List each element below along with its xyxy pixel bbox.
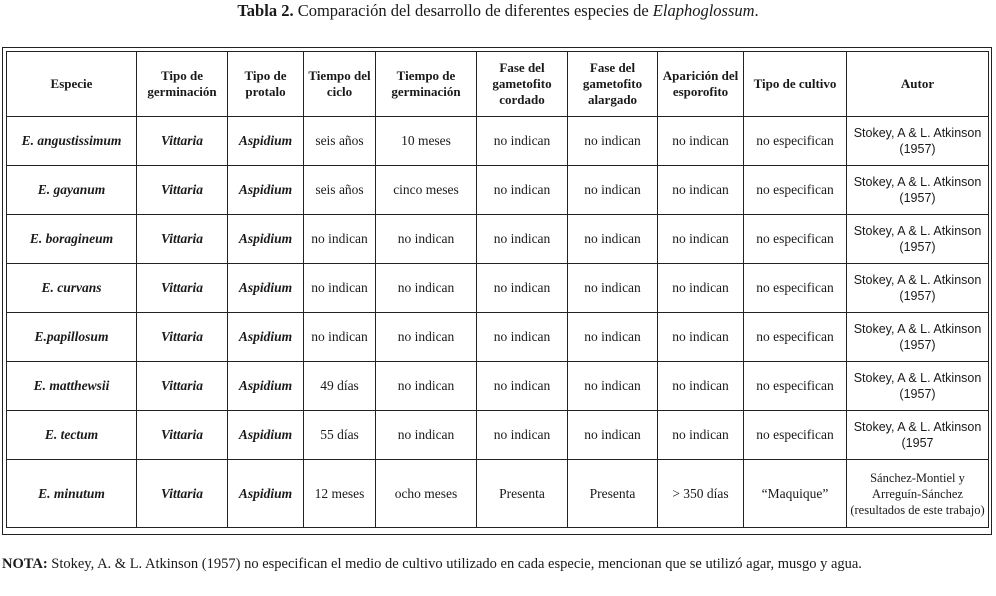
cell-alargado: no indican [568,264,658,313]
cell-tiempo-germinacion: no indican [376,264,477,313]
header-row [7,52,989,117]
header-tiempo-germinacion: Tiempo de germinación [376,52,477,117]
cell-cultivo: no especifican [744,166,847,215]
cell-alargado: no indican [568,411,658,460]
table-row [7,411,989,460]
cell-esporofito: no indican [658,313,744,362]
cell-ciclo: 55 días [304,411,376,460]
table-row [7,460,989,528]
cell-autor: Stokey, A & L. Atkinson (1957) [847,362,989,411]
cell-protalo: Aspidium [228,313,304,362]
cell-tiempo-germinacion: cinco meses [376,166,477,215]
cell-protalo: Aspidium [228,215,304,264]
cell-germinacion: Vittaria [137,215,228,264]
header-autor: Autor [847,52,989,117]
header-tipo-germinacion: Tipo de germinación [137,52,228,117]
cell-species: E.papillosum [7,313,137,362]
cell-protalo: Aspidium [228,362,304,411]
cell-esporofito: no indican [658,411,744,460]
table-row [7,362,989,411]
cell-tiempo-germinacion: no indican [376,215,477,264]
cell-germinacion: Vittaria [137,264,228,313]
cell-esporofito: no indican [658,117,744,166]
table-row [7,166,989,215]
header-tipo-protalo: Tipo de protalo [228,52,304,117]
cell-tiempo-germinacion: 10 meses [376,117,477,166]
header-gametofito-alargado: Fase del gametofito alargado [568,52,658,117]
cell-autor: Sánchez-Montiel y Arreguín-Sánchez (resultados de este trabajo) [847,460,989,528]
cell-ciclo: 12 meses [304,460,376,528]
cell-alargado: no indican [568,362,658,411]
cell-esporofito: no indican [658,264,744,313]
header-tipo-cultivo: Tipo de cultivo [744,52,847,117]
cell-ciclo: no indican [304,215,376,264]
cell-protalo: Aspidium [228,117,304,166]
cell-species: E. minutum [7,460,137,528]
cell-germinacion: Vittaria [137,313,228,362]
cell-ciclo: seis años [304,117,376,166]
header-gametofito-cordado: Fase del gametofito cordado [477,52,568,117]
cell-cordado: no indican [477,215,568,264]
cell-species: E. gayanum [7,166,137,215]
cell-tiempo-germinacion: ocho meses [376,460,477,528]
cell-autor: Stokey, A & L. Atkinson (1957 [847,411,989,460]
cell-alargado: no indican [568,313,658,362]
cell-species: E. angustissimum [7,117,137,166]
cell-germinacion: Vittaria [137,411,228,460]
table-row [7,215,989,264]
cell-cordado: no indican [477,313,568,362]
cell-ciclo: 49 días [304,362,376,411]
note-text: Stokey, A. & L. Atkinson (1957) no especifican el medio de cultivo utilizado en cada especie, mencionan que se utilizó agar, musgo y agua. [47,556,862,572]
cell-cordado: no indican [477,411,568,460]
cell-tiempo-germinacion: no indican [376,411,477,460]
header-aparicion-esporofito: Aparición del esporofito [658,52,744,117]
cell-cordado: no indican [477,264,568,313]
header-tiempo-ciclo: Tiempo del ciclo [304,52,376,117]
cell-autor: Stokey, A & L. Atkinson (1957) [847,264,989,313]
cell-esporofito: no indican [658,166,744,215]
cell-cultivo: no especifican [744,117,847,166]
cell-germinacion: Vittaria [137,460,228,528]
cell-germinacion: Vittaria [137,166,228,215]
cell-alargado: Presenta [568,460,658,528]
cell-cordado: no indican [477,117,568,166]
cell-species: E. matthewsii [7,362,137,411]
header-especie: Especie [7,52,137,117]
cell-esporofito: > 350 días [658,460,744,528]
cell-germinacion: Vittaria [137,117,228,166]
cell-ciclo: no indican [304,313,376,362]
caption-genus: Elaphoglossum [652,1,755,20]
table-row [7,313,989,362]
cell-cordado: no indican [477,362,568,411]
cell-autor: Stokey, A & L. Atkinson (1957) [847,313,989,362]
comparison-table [6,51,989,528]
caption-label: Tabla 2. [237,1,294,20]
cell-esporofito: no indican [658,362,744,411]
table-row [7,117,989,166]
cell-esporofito: no indican [658,215,744,264]
cell-protalo: Aspidium [228,264,304,313]
cell-cultivo: no especifican [744,411,847,460]
cell-tiempo-germinacion: no indican [376,362,477,411]
cell-cordado: Presenta [477,460,568,528]
cell-tiempo-germinacion: no indican [376,313,477,362]
cell-ciclo: seis años [304,166,376,215]
cell-cultivo: no especifican [744,313,847,362]
cell-cultivo: “Maquique” [744,460,847,528]
note-label: NOTA: [2,556,48,572]
cell-protalo: Aspidium [228,411,304,460]
cell-protalo: Aspidium [228,166,304,215]
cell-cordado: no indican [477,166,568,215]
cell-alargado: no indican [568,215,658,264]
cell-ciclo: no indican [304,264,376,313]
table-caption [0,1,996,21]
cell-species: E. tectum [7,411,137,460]
caption-end: . [754,1,759,20]
cell-autor: Stokey, A & L. Atkinson (1957) [847,117,989,166]
cell-germinacion: Vittaria [137,362,228,411]
cell-protalo: Aspidium [228,460,304,528]
cell-cultivo: no especifican [744,215,847,264]
cell-autor: Stokey, A & L. Atkinson (1957) [847,166,989,215]
cell-species: E. curvans [7,264,137,313]
cell-cultivo: no especifican [744,362,847,411]
caption-text: Comparación del desarrollo de diferentes especies de [293,1,653,20]
table-note [2,555,992,574]
cell-autor: Stokey, A & L. Atkinson (1957) [847,215,989,264]
cell-cultivo: no especifican [744,264,847,313]
cell-species: E. boragineum [7,215,137,264]
cell-alargado: no indican [568,117,658,166]
cell-alargado: no indican [568,166,658,215]
table-row [7,264,989,313]
